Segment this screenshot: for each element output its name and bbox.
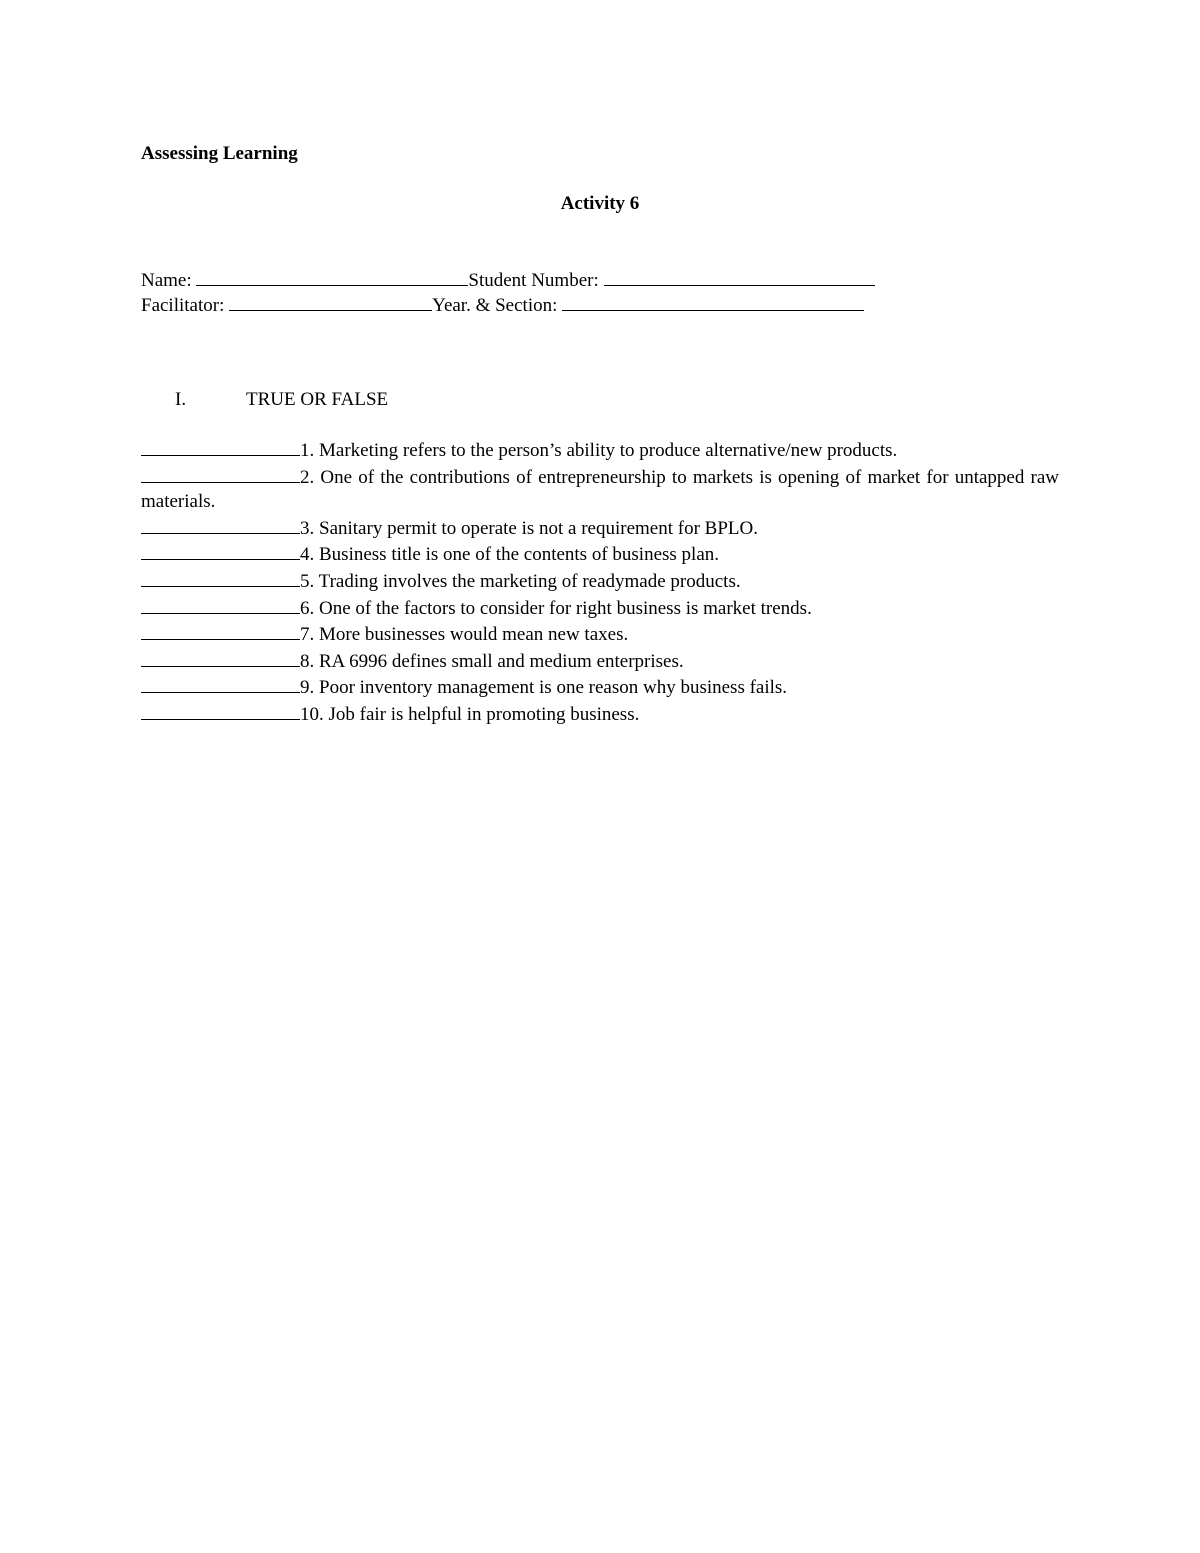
answer-blank[interactable] (141, 515, 300, 534)
name-label: Name: (141, 270, 197, 291)
question-text: 8. RA 6996 defines small and medium enterprises. (300, 650, 684, 672)
facilitator-blank[interactable] (229, 292, 432, 311)
answer-blank[interactable] (141, 701, 300, 720)
student-number-label: Student Number: (468, 270, 604, 291)
question-item (141, 515, 1059, 542)
question-text: 4. Business title is one of the contents of business plan. (300, 544, 720, 566)
question-list (141, 437, 1059, 728)
facilitator-label: Facilitator: (141, 295, 230, 316)
question-text: 6. One of the factors to consider for right business is market trends. (300, 597, 812, 619)
part-numeral: I. (175, 389, 187, 410)
question-text: 5. Trading involves the marketing of readymade products. (300, 570, 741, 592)
question-item (141, 437, 1059, 464)
question-text: 9. Poor inventory management is one reason why business fails. (300, 677, 788, 699)
part-heading (175, 388, 388, 412)
answer-blank[interactable] (141, 674, 300, 693)
year-section-label: Year. & Section: (432, 295, 563, 316)
question-item (141, 674, 1059, 701)
question-item (141, 464, 1059, 515)
question-item (141, 595, 1059, 622)
question-item (141, 648, 1059, 675)
question-item (141, 701, 1059, 728)
year-section-blank[interactable] (562, 292, 864, 311)
name-blank[interactable] (196, 267, 468, 286)
section-title: Assessing Learning (141, 143, 298, 164)
form-row-facilitator (141, 292, 864, 318)
answer-blank[interactable] (141, 595, 300, 614)
question-item (141, 541, 1059, 568)
activity-title: Activity 6 (560, 193, 640, 214)
question-text: 1. Marketing refers to the person’s ability to produce alternative/new products. (300, 440, 898, 461)
question-item (141, 621, 1059, 648)
answer-blank[interactable] (141, 464, 300, 483)
question-text: 10. Job fair is helpful in promoting business. (300, 703, 640, 725)
answer-blank[interactable] (141, 648, 300, 667)
part-title: TRUE OR FALSE (246, 389, 389, 410)
answer-blank[interactable] (141, 437, 300, 456)
question-item (141, 568, 1059, 595)
question-text: 2. One of the contributions of entrepreneurship to markets is opening of market for untapped raw materials. (141, 466, 1059, 513)
student-number-blank[interactable] (604, 267, 875, 286)
answer-blank[interactable] (141, 541, 300, 560)
question-text: 7. More businesses would mean new taxes. (300, 624, 629, 646)
form-row-name (141, 267, 875, 293)
answer-blank[interactable] (141, 621, 300, 640)
answer-blank[interactable] (141, 568, 300, 587)
question-text: 3. Sanitary permit to operate is not a requirement for BPLO. (300, 517, 758, 539)
